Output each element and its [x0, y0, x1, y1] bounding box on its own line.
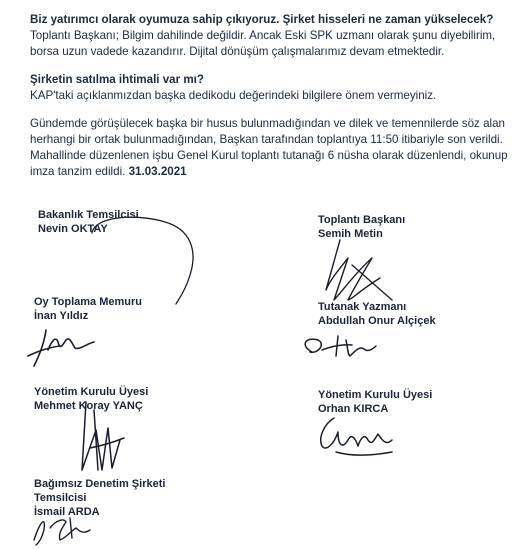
signatory-name: İnan Yıldız [34, 310, 89, 322]
signatory-role: Tutanak Yazmanı [318, 301, 407, 313]
signature-chairman [326, 240, 392, 300]
answer-1-line-1: Toplantı Başkanı; Bilgim dahilinde değildir. Ancak Eski SPK uzmanı olarak şunu diyebilirim, [30, 29, 496, 42]
signatory-role: Yönetim Kurulu Üyesi [318, 389, 433, 401]
signatory-role: Toplantı Başkanı [318, 214, 406, 226]
closing-last-text: imza tanzim edildi. [30, 165, 126, 178]
closing-line-1: Gündemde görüşülecek başka bir husus bulunmadığından ve dilek ve temennilerde söz alan [30, 117, 505, 130]
signature-vote-collector [28, 330, 94, 366]
signature-auditor-rep [34, 518, 90, 545]
closing-line-2: herhangi bir ortak bulunmadığından, Başkan tarafından toplantıya 11:50 itibariyle son verildi. [30, 133, 503, 146]
meeting-date: 31.03.2021 [128, 165, 187, 178]
signature-ministry-rep [92, 217, 193, 304]
closing-line-3: Mahallinde düzenlenen işbu Genel Kurul toplantı tutanağı 6 nüsha olarak düzenlendi, okunup [30, 149, 508, 162]
signatory-name: İsmail ARDA [34, 506, 100, 518]
signatory-role-cont: Temsilcisi [34, 492, 87, 504]
signature-board-member-1 [82, 402, 124, 470]
signature-secretary [305, 336, 376, 356]
question-1: Biz yatırımcı olarak oyumuza sahip çıkıyoruz. Şirket hisseleri ne zaman yükselecek? [30, 13, 494, 26]
signatory-role: Bakanlık Temsilcisi [38, 209, 139, 221]
signatory-name: Nevin OKTAY [38, 223, 108, 235]
signatory-name: Mehmet Koray YANÇ [34, 400, 143, 412]
signatory-name: Orhan KIRCA [318, 403, 389, 415]
answer-1-line-2: borsa uzun vadede kazandırır. Dijital dönüşüm çalışmalarımız devam etmektedir. [30, 45, 445, 58]
signatory-role: Yönetim Kurulu Üyesi [34, 386, 149, 398]
signatory-name: Abdullah Onur Alçiçek [318, 315, 436, 327]
signatory-role: Oy Toplama Memuru [34, 296, 142, 308]
signatory-name: Semih Metin [318, 228, 383, 240]
signatory-role: Bağımsız Denetim Şirketi [34, 478, 166, 490]
answer-2-line-1: KAP'taki açıklanmızdan başka dedikodu değerindeki bilgilere önem vermeyiniz. [30, 89, 437, 102]
question-2: Şirketin satılma ihtimali var mı? [30, 73, 204, 86]
signature-board-member-2 [321, 418, 392, 455]
